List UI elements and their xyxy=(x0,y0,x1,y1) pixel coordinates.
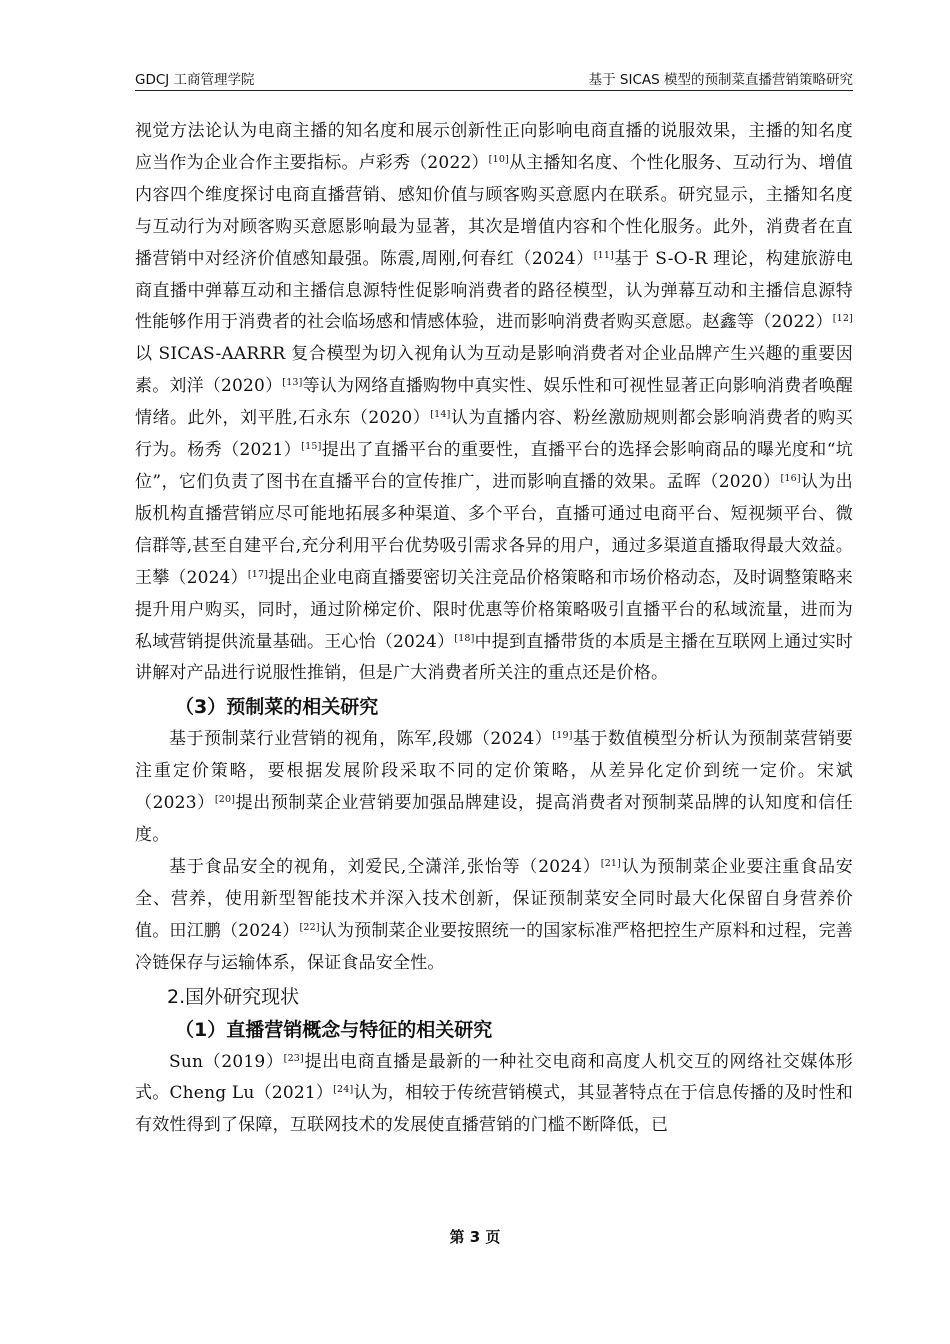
citation-ref: [19] xyxy=(552,730,573,742)
citation-ref: [10] xyxy=(488,153,509,165)
paragraph-prepared-food-marketing: 基于预制菜行业营销的视角，陈军,段娜（2024）[19]基于数值模型分析认为预制菜营销要注重定价策略，要根据发展阶段采取不同的定价策略，从差异化定价到统一定价。宋斌（2023）[20]提出预制菜企业营销要加强品牌建设，提高消费者对预制菜品牌的认知度和信任度。 xyxy=(135,729,854,846)
citation-ref: [24] xyxy=(333,1084,354,1096)
citation-ref: [18] xyxy=(454,632,475,644)
citation-ref: [12] xyxy=(832,313,853,325)
heading-live-marketing-concept: （1）直播营销概念与特征的相关研究 xyxy=(175,1018,493,1041)
citation-ref: [20] xyxy=(214,794,236,806)
citation-ref: [16] xyxy=(780,472,801,484)
page-content xyxy=(135,116,853,1142)
page-number: 第 3 页 xyxy=(449,1228,501,1246)
citation-ref: [21] xyxy=(600,857,622,869)
citation-ref: [14] xyxy=(430,409,451,421)
paragraph-live-marketing-review: 视觉方法论认为电商主播的知名度和展示创新性正向影响电商直播的说服效果，主播的知名度应当作为企业合作主要指标。卢彩秀（2022）[10]从主播知名度、个性化服务、互动行为、增值内容四个维度探讨电商直播营销、感知价值与顾客购买意愿内在联系。研究显示，主播知名度与互动行为对顾客购买意愿影响最为显著，其次是增值内容和个性化服务。此外，消费者在直播营销中对经济价值感知最强。陈震,周刚,何春红（2024）[11]基于 S-O-R 理论，构建旅游电商直播中弹幕互动和主播信息源特性促影响消费者的路径模型，认为弹幕互动和主播信息源特性能够作用于消费者的社会临场感和情感体验，进而影响消费者购买意愿。赵鑫等（2022）[12]以 SICAS-AARRR 复合模型为切入视角认为互动是影响消费者对企业品牌产生兴趣的重要因素。刘洋（2020）[13]等认为网络直播购物中真实性、娱乐性和可视性显著正向影响消费者唤醒情绪。此外，刘平胜,石永东（2020）[14]认为直播内容、粉丝激励规则都会影响消费者的购买行为。杨秀（2021）[15]提出了直播平台的重要性，直播平台的选择会影响商品的曝光度和“坑位”，它们负责了图书在直播平台的宣传推广，进而影响直播的效果。孟晖（2020）[16]认为出版机构直播营销应尽可能地拓展多种渠道、多个平台，直播可通过电商平台、短视频平台、微信群等,甚至自建平台,充分利用平台优势吸引需求各异的用户，通过多渠道直播取得最大效益。王攀（2024）[17]提出企业电商直播要密切关注竞品价格策略和市场价格动态，及时调整策略来提升用户购买，同时，通过阶梯定价、限时优惠等价格策略吸引直播平台的私域流量，进而为私域营销提供流量基础。王心怡（2024）[18]中提到直播带货的本质是主播在互联网上通过实时讲解对产品进行说服性推销，但是广大消费者所关注的重点还是价格。 xyxy=(135,121,854,684)
citation-ref: [17] xyxy=(247,568,269,580)
page-header xyxy=(135,62,853,91)
citation-ref: [15] xyxy=(301,441,322,453)
header-institution: GDCJ 工商管理学院 xyxy=(135,72,255,88)
header-paper-title: 基于 SICAS 模型的预制菜直播营销策略研究 xyxy=(588,72,853,88)
citation-ref: [13] xyxy=(282,377,303,389)
citation-ref: [11] xyxy=(593,249,615,261)
heading-prepared-food-research: （3）预制菜的相关研究 xyxy=(175,696,379,719)
heading-foreign-research: 2.国外研究现状 xyxy=(167,985,300,1008)
paragraph-food-safety: 基于食品安全的视角，刘爱民,仝潇洋,张怡等（2024）[21]认为预制菜企业要注重食品安全、营养，使用新型智能技术并深入技术创新，保证预制菜安全同时最大化保留自身营养价值。田江鹏（2024）[22]认为预制菜企业要按照统一的国家标准严格把控生产原料和过程，完善冷链保存与运输体系，保证食品安全性。 xyxy=(135,856,853,973)
citation-ref: [23] xyxy=(283,1052,304,1064)
citation-ref: [22] xyxy=(299,921,320,933)
paragraph-foreign-live-marketing: Sun（2019）[23]提出电商直播是最新的一种社交电商和高度人机交互的网络社交媒体形式。Cheng Lu（2021）[24]认为，相较于传统营销模式，其显著特点在于信息传播的及时性和有效性得到了保障，互联网技术的发展使直播营销的门槛不断降低，已 xyxy=(135,1051,853,1136)
